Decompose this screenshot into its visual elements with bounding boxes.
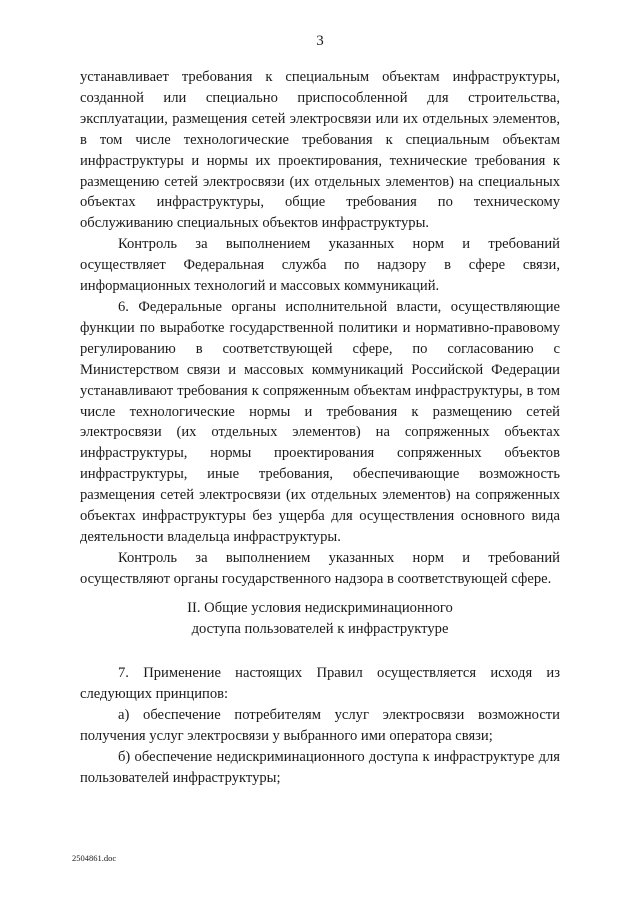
paragraph-item-7: 7. Применение настоящих Правил осуществляется исходя из следующих принципов: [80, 665, 560, 702]
paragraph-control-roskomnadzor: Контроль за выполнением указанных норм и требований осуществляет Федеральная служба по надзору в сфере связи, информационных технологий и массовых коммуникаций. [80, 236, 560, 295]
paragraph-item-7b: б) обеспечение недискриминационного доступа к инфраструктуре для пользователей инфраструктуры; [80, 748, 560, 786]
paragraph-item-7a: а) обеспечение потребителям услуг электросвязи возможности получения услуг электросвязи у выбранного ими оператора связи; [80, 706, 560, 744]
document-file-code: 2504861.doc [72, 853, 117, 863]
paragraph-control-state-supervision: Контроль за выполнением указанных норм и требований осуществляют органы государственного надзора в соответствующей сфере. [80, 549, 560, 587]
paragraph-continuation: устанавливает требования к специальным объектам инфраструктуры, созданной или специально приспособленной для строительства, эксплуатации, размещения сетей электросвязи или их отдельных элементов, в том числе технологические требования к специальным объектам инфраструктуры и нормы их проектирования, технические требования к размещению сетей электросвязи (их отдельных элементов) на специальных объектах инфраструктуры, общие требования по техническому обслуживанию специальных объектов инфраструктуры. [80, 69, 560, 232]
section-heading-line-2: доступа пользователей к инфраструктуре [191, 620, 449, 637]
section-heading [80, 598, 560, 640]
text-block-lower [80, 663, 560, 788]
page-number: 3 [316, 33, 324, 49]
paragraph-item-6: 6. Федеральные органы исполнительной власти, осуществляющие функции по выработке государственной политики и нормативно-правовому регулированию в соответствующей сфере, по согласованию с Министерством связи и массовых коммуникаций Российской Федерации устанавливают требования к сопряженным объектам инфраструктуры, в том числе технологические нормы и требования к размещению сетей электросвязи (их отдельных элементов) на сопряженных объектах инфраструктуры, нормы проектирования сопряженных объектов инфраструктуры, иные требования, обеспечивающие возможность размещения сетей электросвязи (их отдельных элементов) на сопряженных объектах инфраструктуры без ущерба для осуществления основного вида деятельности владельца инфраструктуры. [80, 298, 560, 545]
text-block-upper [80, 67, 560, 590]
section-heading-line-1: II. Общие условия недискриминационного [187, 600, 453, 616]
